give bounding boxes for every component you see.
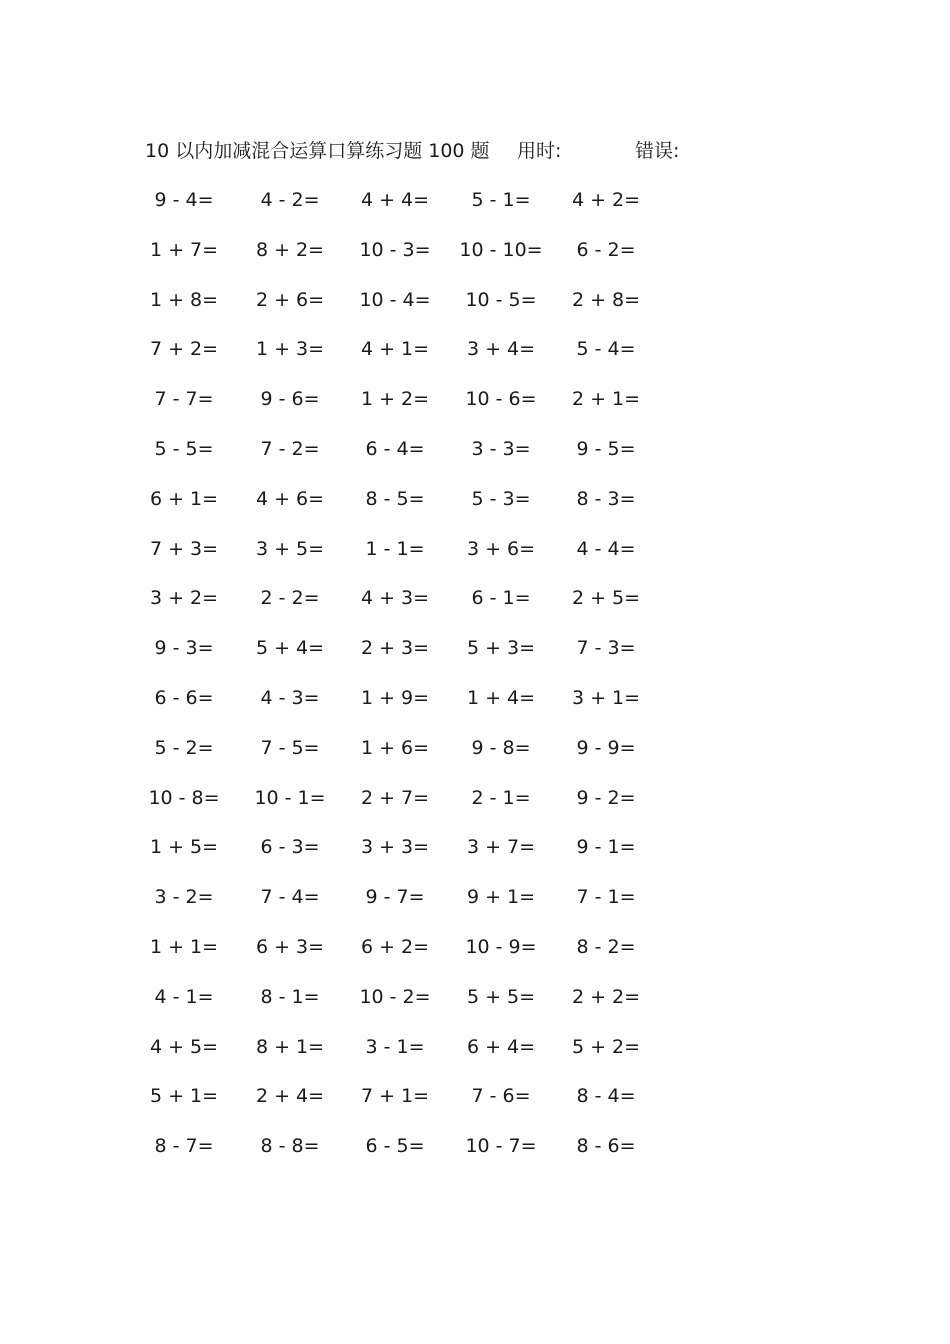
problem-row bbox=[0, 535, 950, 585]
math-problem: 7 - 5= bbox=[260, 736, 320, 759]
errors-label: 错误: bbox=[635, 140, 680, 162]
math-problem: 7 + 3= bbox=[149, 537, 219, 560]
math-problem: 5 + 2= bbox=[571, 1035, 641, 1058]
math-problem: 8 + 2= bbox=[255, 238, 325, 261]
math-problem: 5 + 5= bbox=[466, 985, 536, 1008]
math-problem: 1 + 1= bbox=[149, 935, 219, 958]
math-problem: 10 - 2= bbox=[359, 985, 431, 1008]
math-problem: 10 - 9= bbox=[465, 935, 537, 958]
math-problem: 9 - 7= bbox=[365, 886, 425, 909]
math-problem: 6 - 1= bbox=[471, 587, 531, 610]
math-problem: 10 - 5= bbox=[465, 288, 537, 311]
math-problem: 6 + 1= bbox=[149, 487, 219, 510]
math-problem: 9 - 6= bbox=[260, 388, 320, 411]
math-problem: 10 - 8= bbox=[148, 786, 220, 809]
math-problem: 8 - 1= bbox=[260, 985, 320, 1008]
problem-row bbox=[0, 784, 950, 834]
math-problem: 5 + 3= bbox=[466, 637, 536, 660]
math-problem: 8 - 8= bbox=[260, 1135, 320, 1158]
math-problem: 9 - 4= bbox=[154, 189, 214, 211]
math-problem: 7 - 6= bbox=[471, 1085, 531, 1108]
math-problem: 2 + 4= bbox=[255, 1085, 325, 1108]
problem-row bbox=[0, 186, 950, 236]
math-problem: 3 + 4= bbox=[466, 338, 536, 361]
problem-row bbox=[0, 485, 950, 535]
math-problem: 10 - 4= bbox=[359, 288, 431, 311]
math-problem: 2 - 2= bbox=[260, 587, 320, 610]
math-problem: 9 - 2= bbox=[576, 786, 636, 809]
math-problem: 2 + 3= bbox=[360, 637, 430, 660]
math-problem: 9 - 3= bbox=[154, 637, 214, 660]
math-problem: 2 - 1= bbox=[471, 786, 531, 809]
math-problem: 5 - 1= bbox=[471, 189, 531, 211]
math-problem: 7 + 2= bbox=[149, 338, 219, 361]
math-problem: 10 - 7= bbox=[465, 1135, 537, 1158]
problem-row bbox=[0, 335, 950, 385]
math-problem: 3 - 1= bbox=[365, 1035, 425, 1058]
math-problem: 4 - 2= bbox=[260, 189, 320, 211]
math-problem: 6 - 6= bbox=[154, 686, 214, 709]
problem-row bbox=[0, 883, 950, 933]
math-problem: 6 - 2= bbox=[576, 238, 636, 261]
problem-row bbox=[0, 584, 950, 634]
math-problem: 6 + 4= bbox=[466, 1035, 536, 1058]
math-problem: 1 - 1= bbox=[365, 537, 425, 560]
math-problem: 4 + 6= bbox=[255, 487, 325, 510]
math-problem: 7 - 3= bbox=[576, 637, 636, 660]
math-problem: 3 + 6= bbox=[466, 537, 536, 560]
math-problem: 3 + 7= bbox=[466, 836, 536, 859]
problem-row bbox=[0, 385, 950, 435]
problem-row bbox=[0, 435, 950, 485]
math-problem: 4 + 5= bbox=[149, 1035, 219, 1058]
math-problem: 1 + 8= bbox=[149, 288, 219, 311]
math-problem: 1 + 4= bbox=[466, 686, 536, 709]
math-problem: 5 + 4= bbox=[255, 637, 325, 660]
math-problem: 3 + 3= bbox=[360, 836, 430, 859]
math-problem: 3 - 3= bbox=[471, 437, 531, 460]
math-problem: 10 - 6= bbox=[465, 388, 537, 411]
math-problem: 3 + 5= bbox=[255, 537, 325, 560]
math-problem: 6 - 3= bbox=[260, 836, 320, 859]
math-problem: 3 - 2= bbox=[154, 886, 214, 909]
math-problem: 4 - 3= bbox=[260, 686, 320, 709]
math-problem: 2 + 5= bbox=[571, 587, 641, 610]
math-problem: 2 + 7= bbox=[360, 786, 430, 809]
problem-row bbox=[0, 833, 950, 883]
math-problem: 1 + 7= bbox=[149, 238, 219, 261]
problem-row bbox=[0, 1082, 950, 1132]
math-problem: 8 - 7= bbox=[154, 1135, 214, 1158]
math-problem: 4 + 3= bbox=[360, 587, 430, 610]
math-problem: 2 + 1= bbox=[571, 388, 641, 411]
math-problem: 4 + 2= bbox=[571, 189, 641, 211]
math-problem: 4 - 1= bbox=[154, 985, 214, 1008]
math-problem: 8 - 5= bbox=[365, 487, 425, 510]
math-problem: 9 - 8= bbox=[471, 736, 531, 759]
math-problem: 10 - 3= bbox=[359, 238, 431, 261]
math-problem: 7 - 2= bbox=[260, 437, 320, 460]
math-problem: 4 + 1= bbox=[360, 338, 430, 361]
math-problem: 7 + 1= bbox=[360, 1085, 430, 1108]
math-problem: 5 - 4= bbox=[576, 338, 636, 361]
math-problem: 5 + 1= bbox=[149, 1085, 219, 1108]
math-problem: 8 - 2= bbox=[576, 935, 636, 958]
math-problem: 5 - 2= bbox=[154, 736, 214, 759]
math-problem: 10 - 10= bbox=[459, 238, 543, 261]
worksheet-header bbox=[145, 138, 765, 164]
math-problem: 8 - 4= bbox=[576, 1085, 636, 1108]
math-problem: 9 - 5= bbox=[576, 437, 636, 460]
math-problem: 2 + 8= bbox=[571, 288, 641, 311]
math-problem: 7 - 4= bbox=[260, 886, 320, 909]
problem-row bbox=[0, 1033, 950, 1083]
time-used-label: 用时: bbox=[517, 140, 562, 162]
math-problem: 4 - 4= bbox=[576, 537, 636, 560]
problem-row bbox=[0, 684, 950, 734]
math-problem: 6 - 5= bbox=[365, 1135, 425, 1158]
math-problem: 6 - 4= bbox=[365, 437, 425, 460]
math-problem: 2 + 2= bbox=[571, 985, 641, 1008]
problem-row bbox=[0, 236, 950, 286]
problem-row bbox=[0, 634, 950, 684]
problem-row bbox=[0, 734, 950, 784]
math-problem: 8 + 1= bbox=[255, 1035, 325, 1058]
math-problem: 5 - 5= bbox=[154, 437, 214, 460]
math-problem: 3 + 1= bbox=[571, 686, 641, 709]
math-problem: 1 + 3= bbox=[255, 338, 325, 361]
math-problem: 7 - 1= bbox=[576, 886, 636, 909]
math-problem: 9 - 1= bbox=[576, 836, 636, 859]
math-problem: 1 + 9= bbox=[360, 686, 430, 709]
math-problem: 8 - 3= bbox=[576, 487, 636, 510]
math-problem: 6 + 2= bbox=[360, 935, 430, 958]
math-problem: 2 + 6= bbox=[255, 288, 325, 311]
math-problem: 9 - 9= bbox=[576, 736, 636, 759]
math-problem: 7 - 7= bbox=[154, 388, 214, 411]
problem-row bbox=[0, 983, 950, 1033]
math-problem: 4 + 4= bbox=[360, 189, 430, 211]
problem-grid bbox=[0, 186, 950, 1182]
math-problem: 1 + 2= bbox=[360, 388, 430, 411]
math-problem: 5 - 3= bbox=[471, 487, 531, 510]
math-problem: 1 + 5= bbox=[149, 836, 219, 859]
math-problem: 9 + 1= bbox=[466, 886, 536, 909]
math-problem: 10 - 1= bbox=[254, 786, 326, 809]
problem-row bbox=[0, 286, 950, 336]
math-problem: 8 - 6= bbox=[576, 1135, 636, 1158]
math-problem: 1 + 6= bbox=[360, 736, 430, 759]
math-problem: 6 + 3= bbox=[255, 935, 325, 958]
problem-row bbox=[0, 1132, 950, 1182]
problem-row bbox=[0, 933, 950, 983]
math-problem: 3 + 2= bbox=[149, 587, 219, 610]
worksheet-title: 10 以内加减混合运算口算练习题 100 题 bbox=[145, 140, 490, 162]
